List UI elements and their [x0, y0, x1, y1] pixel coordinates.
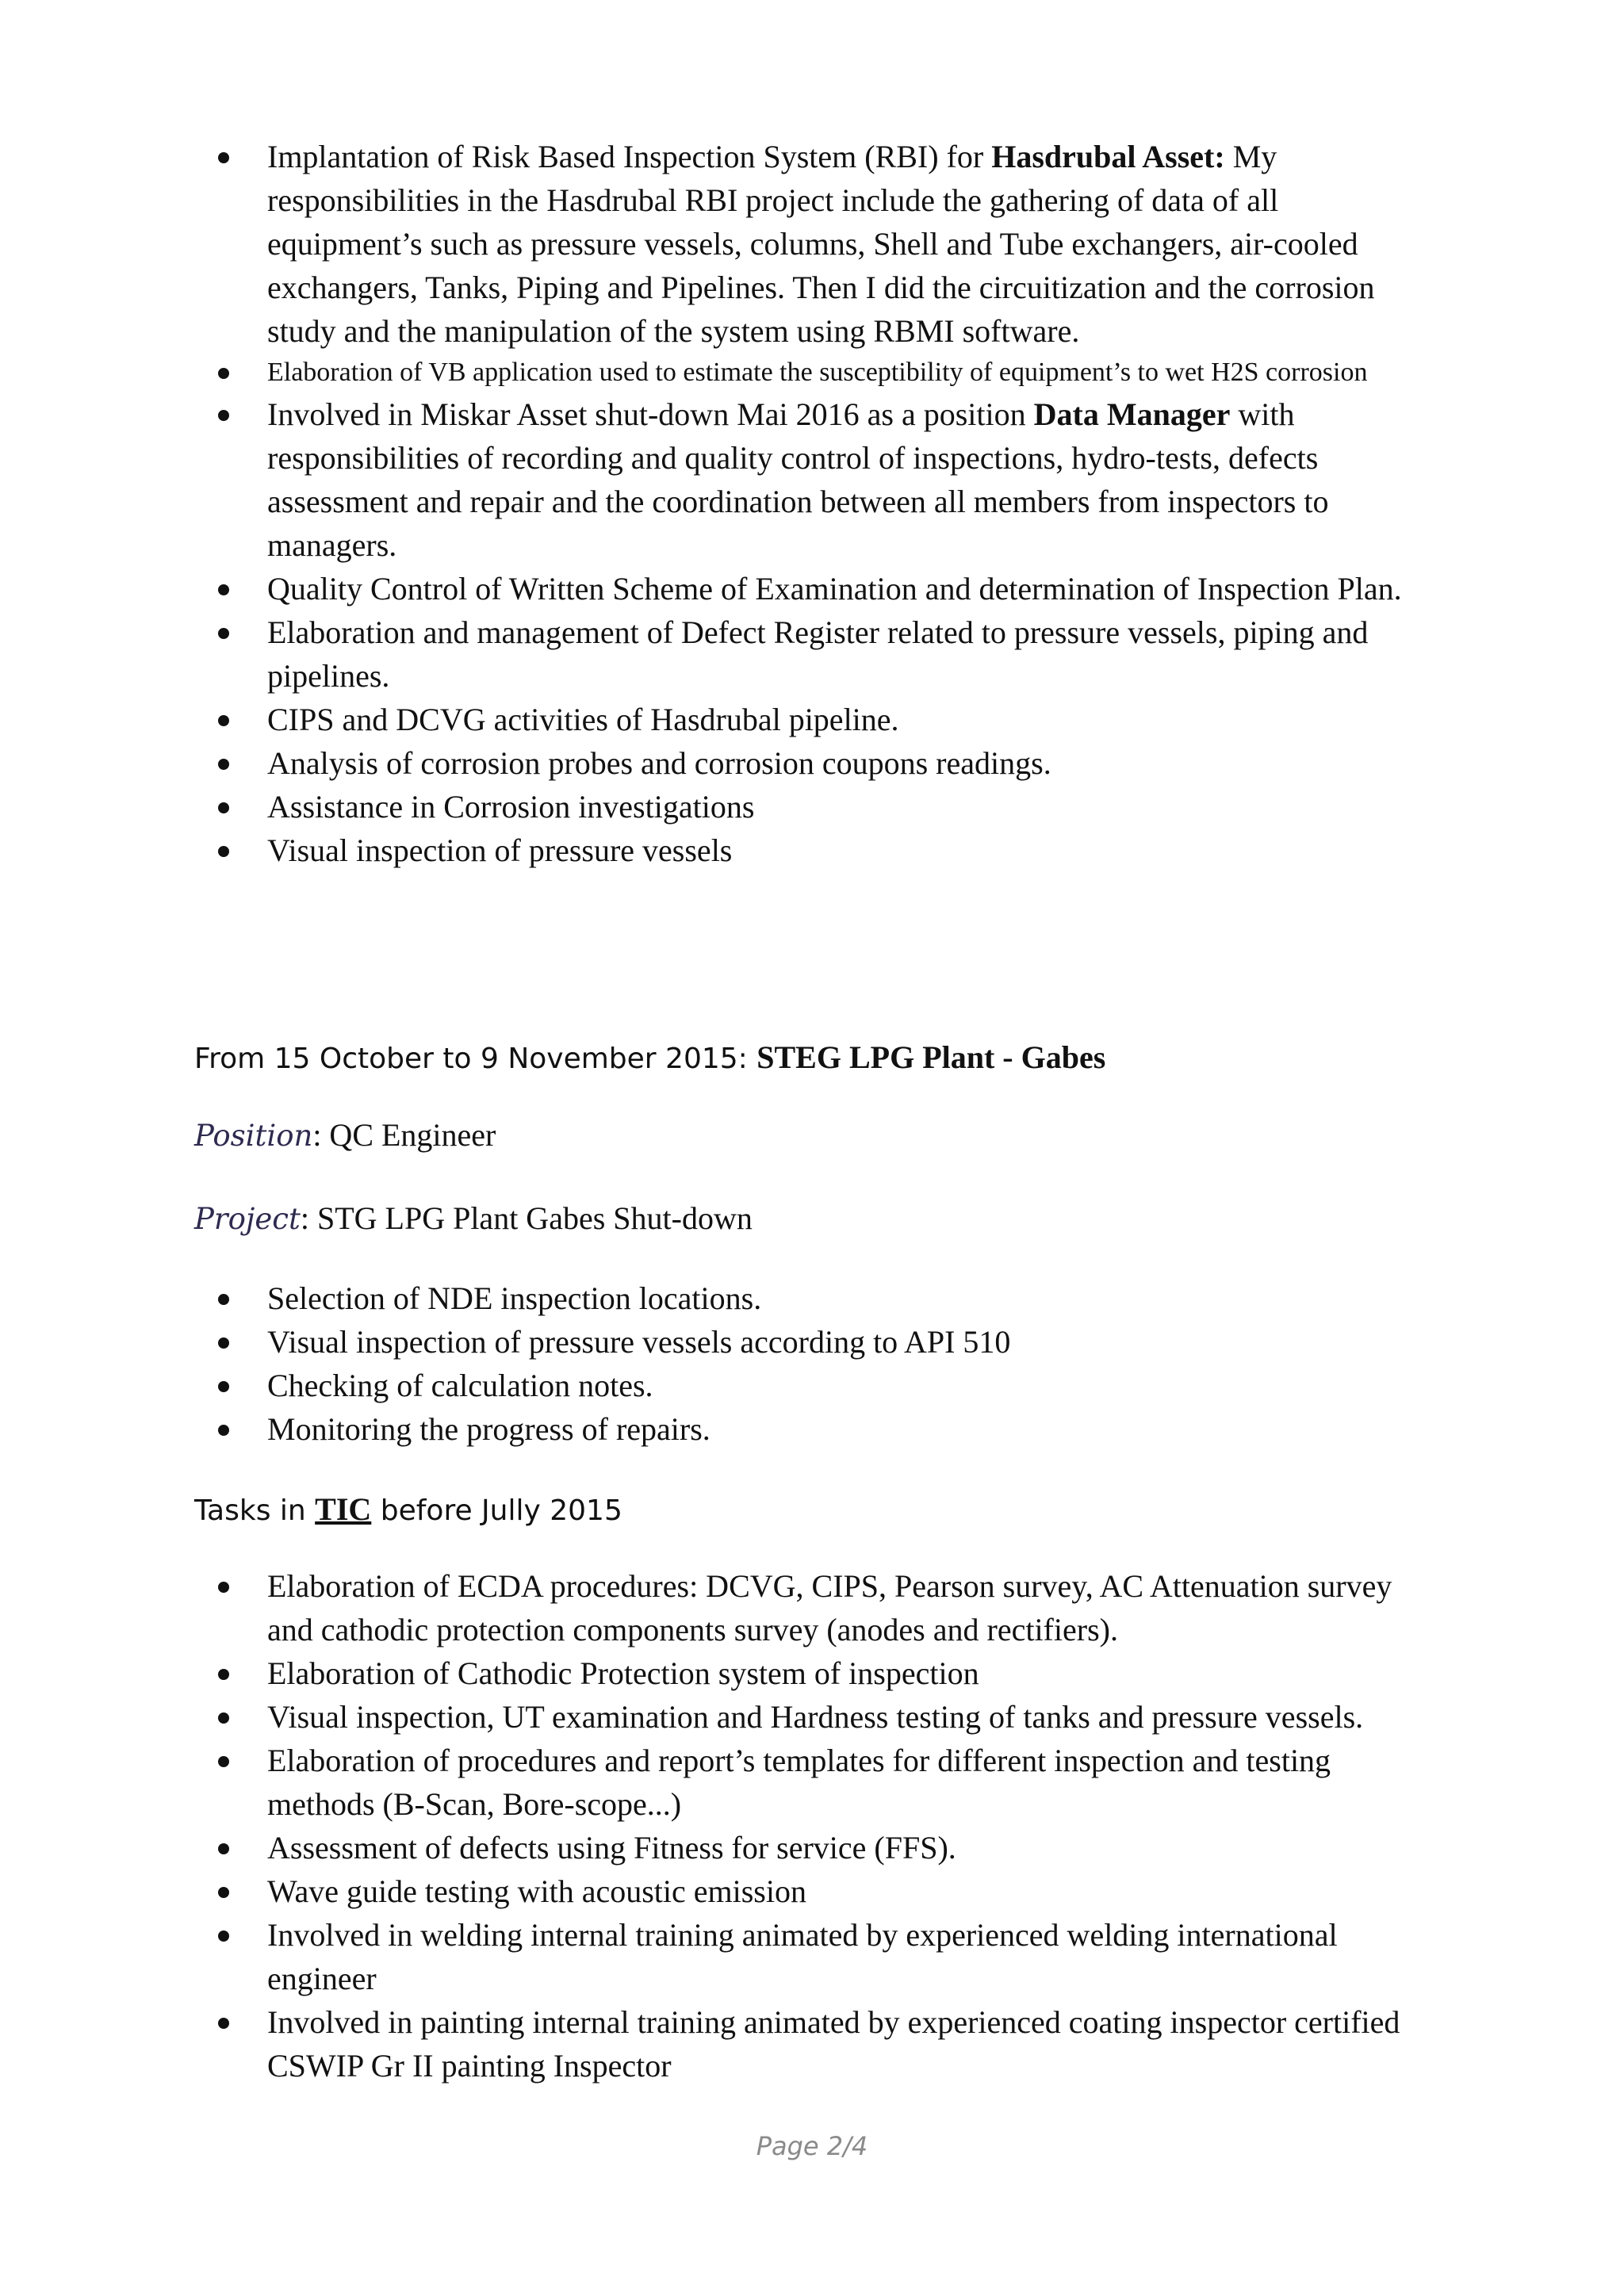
bullet-icon — [218, 368, 229, 379]
bullet-icon — [218, 759, 229, 770]
list-item: Selection of NDE inspection locations. — [0, 1276, 1624, 1320]
bullet-icon — [218, 1425, 229, 1436]
list-item: CIPS and DCVG activities of Hasdrubal pipeline. — [0, 698, 1624, 741]
bullet-icon — [218, 1931, 229, 1942]
bullet-icon — [218, 152, 229, 163]
rbi-responsibilities-list — [0, 135, 1624, 872]
list-item: Visual inspection of pressure vessels according to API 510 — [0, 1320, 1624, 1364]
list-item: Involved in Miskar Asset shut-down Mai 2016 as a position Data Manager with responsibilities of recording and quality control of inspections, hydro-tests, defects assessment and repair and the coordination between all members from inspectors to managers. — [0, 392, 1624, 567]
bullet-icon — [218, 1337, 229, 1349]
bullet-icon — [218, 1582, 229, 1593]
steg-tasks-list — [0, 1276, 1624, 1451]
list-item: Elaboration of procedures and report’s templates for different inspection and testing methods (B-Scan, Bore-scope...) — [0, 1739, 1624, 1826]
project-line: Project: STG LPG Plant Gabes Shut-down — [194, 1200, 753, 1236]
list-item: Wave guide testing with acoustic emission — [0, 1869, 1624, 1913]
bullet-icon — [218, 1381, 229, 1392]
tic-tasks-list — [0, 1564, 1624, 2087]
page-number: Page 2/4 — [756, 2131, 868, 2161]
bullet-icon — [218, 410, 229, 421]
list-item: Assessment of defects using Fitness for service (FFS). — [0, 1826, 1624, 1869]
bullet-icon — [218, 1887, 229, 1898]
bullet-icon — [218, 846, 229, 857]
list-item: Implantation of Risk Based Inspection System (RBI) for Hasdrubal Asset: My responsibilities in the Hasdrubal RBI project include the gathering of data of all equipment’s such as pressure vessels, columns, Shell and Tube exchangers, air-cooled exchangers, Tanks, Piping and Pipelines. Then I did the circuitization and the corrosion study and the manipulation of the system using RBMI software. — [0, 135, 1624, 353]
bullet-icon — [218, 1712, 229, 1724]
list-item: Elaboration of ECDA procedures: DCVG, CIPS, Pearson survey, AC Attenuation survey and cathodic protection components survey (anodes and rectifiers). — [0, 1564, 1624, 1651]
bullet-icon — [218, 2018, 229, 2029]
list-item: Quality Control of Written Scheme of Examination and determination of Inspection Plan. — [0, 567, 1624, 610]
list-item: Analysis of corrosion probes and corrosion coupons readings. — [0, 741, 1624, 785]
steg-section-heading: From 15 October to 9 November 2015: STEG LPG Plant - Gabes — [194, 1039, 1106, 1075]
bullet-icon — [218, 1843, 229, 1854]
list-item: Elaboration of VB application used to estimate the susceptibility of equipment’s to wet H2S corrosion — [0, 353, 1624, 392]
list-item: Visual inspection of pressure vessels — [0, 828, 1624, 872]
tic-section-heading: Tasks in TIC before Jully 2015 — [194, 1491, 622, 1527]
bullet-icon — [218, 802, 229, 813]
list-item: Visual inspection, UT examination and Hardness testing of tanks and pressure vessels. — [0, 1695, 1624, 1739]
list-item: Monitoring the progress of repairs. — [0, 1407, 1624, 1451]
list-item: Checking of calculation notes. — [0, 1364, 1624, 1407]
list-item: Involved in welding internal training animated by experienced welding international engineer — [0, 1913, 1624, 2000]
list-item: Elaboration and management of Defect Register related to pressure vessels, piping and pipelines. — [0, 610, 1624, 698]
position-line: Position: QC Engineer — [194, 1117, 496, 1153]
bullet-icon — [218, 584, 229, 595]
bullet-icon — [218, 628, 229, 639]
list-item: Involved in painting internal training animated by experienced coating inspector certified CSWIP Gr II painting Inspector — [0, 2000, 1624, 2087]
bullet-icon — [218, 1756, 229, 1767]
bullet-icon — [218, 1294, 229, 1305]
bullet-icon — [218, 1669, 229, 1680]
list-item: Assistance in Corrosion investigations — [0, 785, 1624, 828]
bullet-icon — [218, 715, 229, 726]
list-item: Elaboration of Cathodic Protection system of inspection — [0, 1651, 1624, 1695]
